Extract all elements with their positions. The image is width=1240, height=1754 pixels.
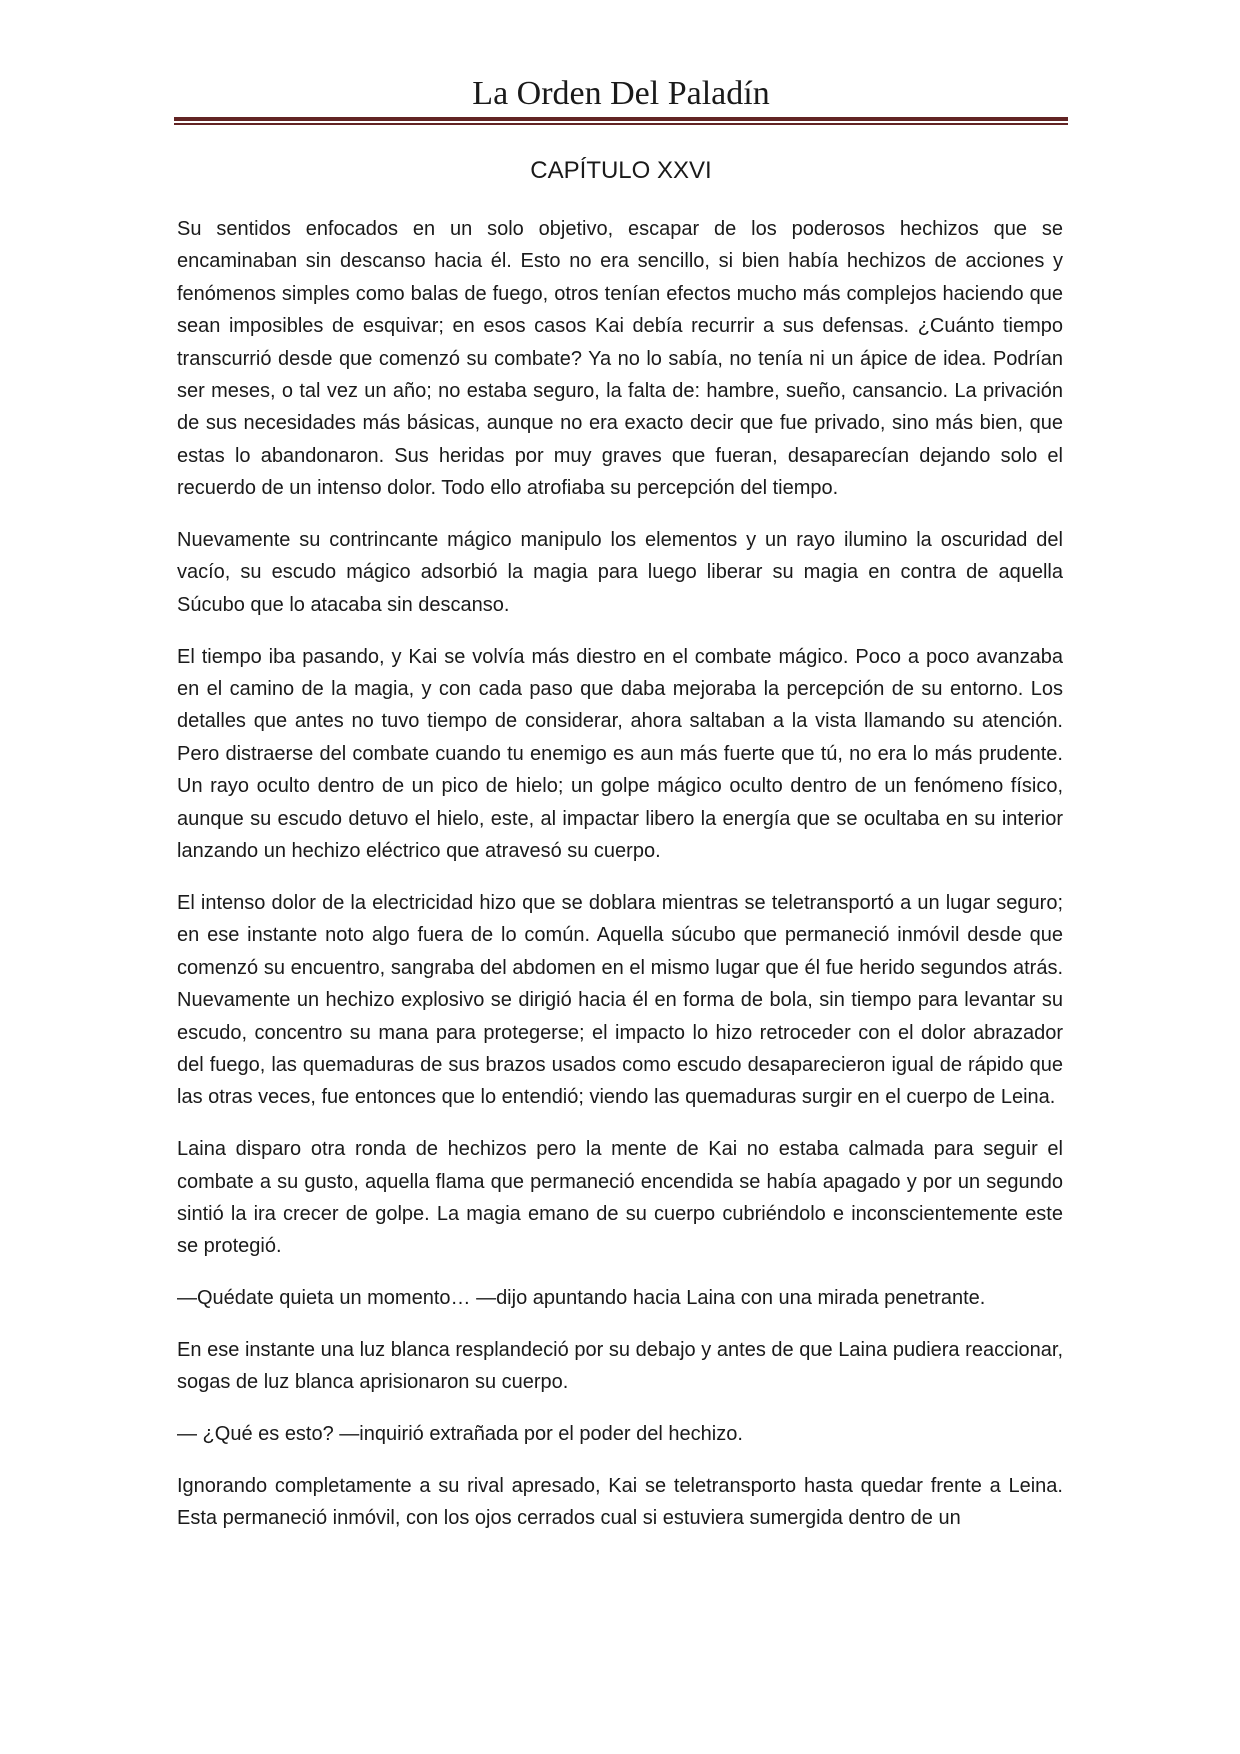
paragraph: Laina disparo otra ronda de hechizos pero la mente de Kai no estaba calmada para seguir el combate a su gusto, aquella flama que permaneció encendida se había apagado y por un segundo sintió la ira crecer de golpe. La magia emano de su cuerpo cubriéndolo e inconscientemente este se protegió.: [177, 1138, 1063, 1258]
header-rule-thin-line: [174, 123, 1068, 125]
header-double-rule: [174, 117, 1068, 127]
chapter-title: CAPÍTULO XXVI: [530, 157, 712, 184]
paragraph: El tiempo iba pasando, y Kai se volvía más diestro en el combate mágico. Poco a poco avanzaba en el camino de la magia, y con cada paso que daba mejoraba la percepción de su entorno. Los detalles que antes no tuvo tiempo de considerar, ahora saltaban a la vista llamando su atención. Pero distraerse del combate cuando tu enemigo es aun más fuerte que tú, no era lo más prudente. Un rayo oculto dentro de un pico de hielo; un golpe mágico oculto dentro de un fenómeno físico, aunque su escudo detuvo el hielo, este, al impactar libero la energía que se ocultaba en su interior lanzando un hechizo eléctrico que atravesó su cuerpo.: [177, 645, 1063, 863]
paragraph: Su sentidos enfocados en un solo objetivo, escapar de los poderosos hechizos que se encaminaban sin descanso hacia él. Esto no era sencillo, si bien había hechizos de acciones y fenómenos simples como balas de fuego, otros tenían efectos mucho más complejos haciendo que sean imposibles de esquivar; en esos casos Kai debía recurrir a sus defensas. ¿Cuánto tiempo transcurrió desde que comenzó su combate? Ya no lo sabía, no tenía ni un ápice de idea. Podrían ser meses, o tal vez un año; no estaba seguro, la falta de: hambre, sueño, cansancio. La privación de sus necesidades más básicas, aunque no era exacto decir que fue privado, sino más bien, que estas lo abandonaron. Sus heridas por muy graves que fueran, desaparecían dejando solo el recuerdo de un intenso dolor. Todo ello atrofiaba su percepción del tiempo.: [177, 218, 1063, 500]
paragraph: Ignorando completamente a su rival apresado, Kai se teletransporto hasta quedar frente a Leina. Esta permaneció inmóvil, con los ojos cerrados cual si estuviera sumergida dentro de un: [177, 1474, 1063, 1530]
paragraph: En ese instante una luz blanca resplandeció por su debajo y antes de que Laina pudiera reaccionar, sogas de luz blanca aprisionaron su cuerpo.: [177, 1338, 1063, 1394]
running-header-title: La Orden Del Paladín: [472, 75, 770, 112]
paragraph: El intenso dolor de la electricidad hizo que se doblara mientras se teletransportó a un lugar seguro; en ese instante noto algo fuera de lo común. Aquella súcubo que permaneció inmóvil desde que comenzó su encuentro, sangraba del abdomen en el mismo lugar que él fue herido segundos atrás. Nuevamente un hechizo explosivo se dirigió hacia él en forma de bola, sin tiempo para levantar su escudo, concentro su mana para protegerse; el impacto lo hizo retroceder con el dolor abrazador del fuego, las quemaduras de sus brazos usados como escudo desaparecieron igual de rápido que las otras veces, fue entonces que lo entendió; viendo las quemaduras surgir en el cuerpo de Leina.: [177, 891, 1063, 1109]
chapter-body: [177, 213, 1063, 1554]
dialogue-paragraph: — ¿Qué es esto? —inquirió extrañada por el poder del hechizo.: [177, 1423, 743, 1446]
paragraph: Nuevamente su contrincante mágico manipulo los elementos y un rayo ilumino la oscuridad del vacío, su escudo mágico adsorbió la magia para luego liberar su magia en contra de aquella Súcubo que lo atacaba sin descanso.: [177, 529, 1063, 616]
header-rule-thick-line: [174, 117, 1068, 121]
dialogue-paragraph: —Quédate quieta un momento… —dijo apuntando hacia Laina con una mirada penetrante.: [177, 1287, 986, 1310]
